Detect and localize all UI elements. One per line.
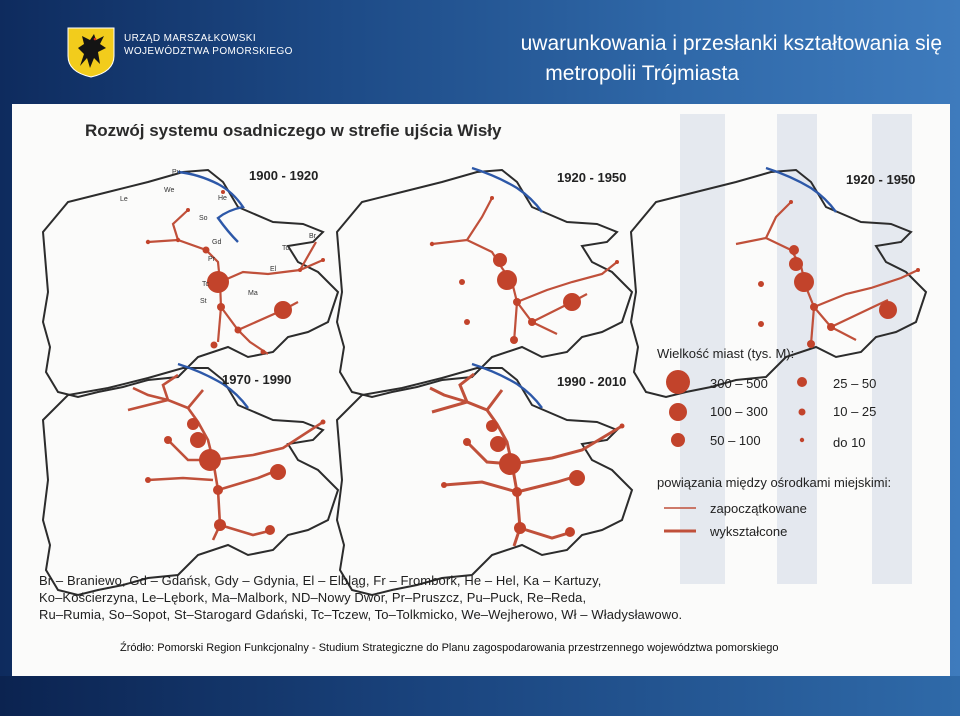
city-marker	[463, 438, 471, 446]
city-marker	[789, 200, 793, 204]
svg-text:Br: Br	[309, 233, 316, 240]
period-label: 1970 - 1990	[222, 372, 292, 387]
legend-links-title: powiązania między ośrodkami miejskimi:	[657, 475, 892, 490]
legend-link-label: wykształcone	[710, 524, 788, 539]
city-marker	[214, 519, 226, 531]
figure-panel	[12, 104, 950, 676]
city-marker	[758, 281, 764, 287]
city-marker	[807, 340, 815, 348]
city-marker	[207, 271, 229, 293]
slide-title-line2: metropolii Trójmiasta	[545, 62, 739, 85]
map-1990-2010	[337, 364, 632, 595]
svg-text:He: He	[218, 195, 227, 202]
city-marker	[510, 336, 518, 344]
region-outline	[337, 170, 632, 397]
map-1920-1950-a	[337, 168, 632, 397]
map-1900-1920	[43, 170, 338, 397]
city-marker	[261, 350, 266, 355]
city-marker	[176, 238, 180, 242]
city-marker	[528, 318, 536, 326]
city-marker	[187, 418, 199, 430]
city-marker	[497, 270, 517, 290]
period-label: 1990 - 2010	[557, 374, 627, 389]
city-marker	[186, 208, 190, 212]
svg-text:Le: Le	[120, 196, 128, 203]
city-marker	[265, 525, 275, 535]
legend-circle-10-25	[799, 409, 806, 416]
svg-text:El: El	[270, 266, 277, 273]
city-marker	[146, 240, 150, 244]
city-marker	[916, 268, 920, 272]
legend-circle-300-500	[666, 370, 690, 394]
legend-size-label: do 10	[833, 435, 866, 450]
legend-large-circles	[662, 368, 702, 454]
city-marker	[464, 319, 470, 325]
city-marker	[430, 242, 434, 246]
legend-circle-do-10	[800, 438, 804, 442]
city-marker	[514, 522, 526, 534]
city-marker	[615, 260, 619, 264]
svg-text:St: St	[200, 298, 207, 305]
period-label: 1920 - 1950	[557, 170, 627, 185]
svg-text:To: To	[282, 245, 290, 252]
city-marker	[879, 301, 897, 319]
region-outline	[43, 170, 338, 397]
svg-text:Gd: Gd	[212, 239, 222, 246]
city-marker	[490, 196, 494, 200]
city-marker	[459, 279, 465, 285]
city-marker	[211, 342, 218, 349]
legend-circle-100-300	[669, 403, 687, 421]
abbreviation-line: Ru–Rumia, So–Sopot, St–Starogard Gdański, Tc–Tczew, To–Tolkmicko, We–Wejherowo, Wł – Władysławowo.	[39, 607, 683, 622]
city-marker	[270, 464, 286, 480]
city-marker	[512, 487, 522, 497]
svg-text:Pr: Pr	[208, 256, 215, 263]
period-label: 1920 - 1950	[846, 172, 916, 187]
slide-header	[0, 0, 960, 104]
city-marker	[217, 303, 225, 311]
city-marker	[563, 293, 581, 311]
legend-size-label: 10 – 25	[833, 404, 877, 419]
org-name-line2: WOJEWÓDZTWA POMORSKIEGO	[124, 46, 293, 57]
griffin-coat-of-arms-icon	[66, 26, 116, 78]
city-marker	[298, 268, 302, 272]
city-marker	[221, 190, 225, 194]
abbreviation-line: Ko–Kościerzyna, Le–Lębork, Ma–Malbork, ND–Nowy Dwór, Pr–Pruszcz, Pu–Puck, Re–Reda,	[39, 590, 587, 605]
legend-size-title: Wielkość miast (tys. M):	[657, 346, 795, 361]
city-marker	[565, 527, 575, 537]
city-marker	[321, 258, 325, 262]
city-marker	[827, 323, 835, 331]
city-marker	[620, 424, 625, 429]
org-name-line1: URZĄD MARSZAŁKOWSKI	[124, 33, 257, 44]
period-label: 1900 - 1920	[249, 168, 319, 183]
city-marker	[794, 272, 814, 292]
legend-circle-25-50	[797, 377, 807, 387]
city-marker	[145, 477, 151, 483]
svg-text:We: We	[164, 187, 175, 194]
legend-size-label: 100 – 300	[710, 404, 768, 419]
slide-title-line1: uwarunkowania i przesłanki kształtowania się	[520, 32, 942, 55]
city-marker	[789, 257, 803, 271]
city-marker	[235, 327, 242, 334]
svg-text:Ma: Ma	[248, 290, 258, 297]
coastline	[178, 172, 243, 242]
legend-small-circles	[790, 368, 820, 454]
svg-text:So: So	[199, 215, 208, 222]
city-marker	[321, 420, 326, 425]
legend-size-label: 300 – 500	[710, 376, 768, 391]
city-marker	[441, 482, 447, 488]
city-marker	[789, 245, 799, 255]
legend-link-label: zapoczątkowane	[710, 501, 807, 516]
svg-text:Tc: Tc	[202, 281, 209, 288]
city-marker	[164, 436, 172, 444]
city-marker	[758, 321, 764, 327]
region-outline	[43, 368, 338, 595]
city-marker	[513, 298, 521, 306]
abbreviation-line: Br – Braniewo, Gd – Gdańsk, Gdy – Gdynia, El – Elbląg, Fr – Frombork, He – Hel, Ka – Kartuzy,	[39, 573, 602, 588]
legend-size-label: 25 – 50	[833, 376, 877, 391]
footer-band	[0, 676, 960, 716]
city-marker	[486, 420, 498, 432]
coastline	[472, 364, 542, 408]
legend-line-swatches	[662, 500, 702, 540]
city-marker	[499, 453, 521, 475]
city-marker	[213, 485, 223, 495]
legend-size-label: 50 – 100	[710, 433, 761, 448]
city-marker	[199, 449, 221, 471]
source-note: Źródło: Pomorski Region Funkcjonalny - Studium Strategiczne do Planu zagospodarowania przestrzennego województwa pomorskiego	[120, 642, 779, 654]
city-marker	[490, 436, 506, 452]
city-marker	[569, 470, 585, 486]
figure-title: Rozwój systemu osadniczego w strefie ujścia Wisły	[85, 121, 502, 140]
svg-text:Pu: Pu	[172, 169, 181, 176]
map-1970-1990	[43, 364, 338, 595]
city-marker	[493, 253, 507, 267]
city-marker	[190, 432, 206, 448]
city-marker	[274, 301, 292, 319]
city-marker	[810, 303, 818, 311]
legend-circle-50-100	[671, 433, 685, 447]
city-marker	[203, 247, 210, 254]
